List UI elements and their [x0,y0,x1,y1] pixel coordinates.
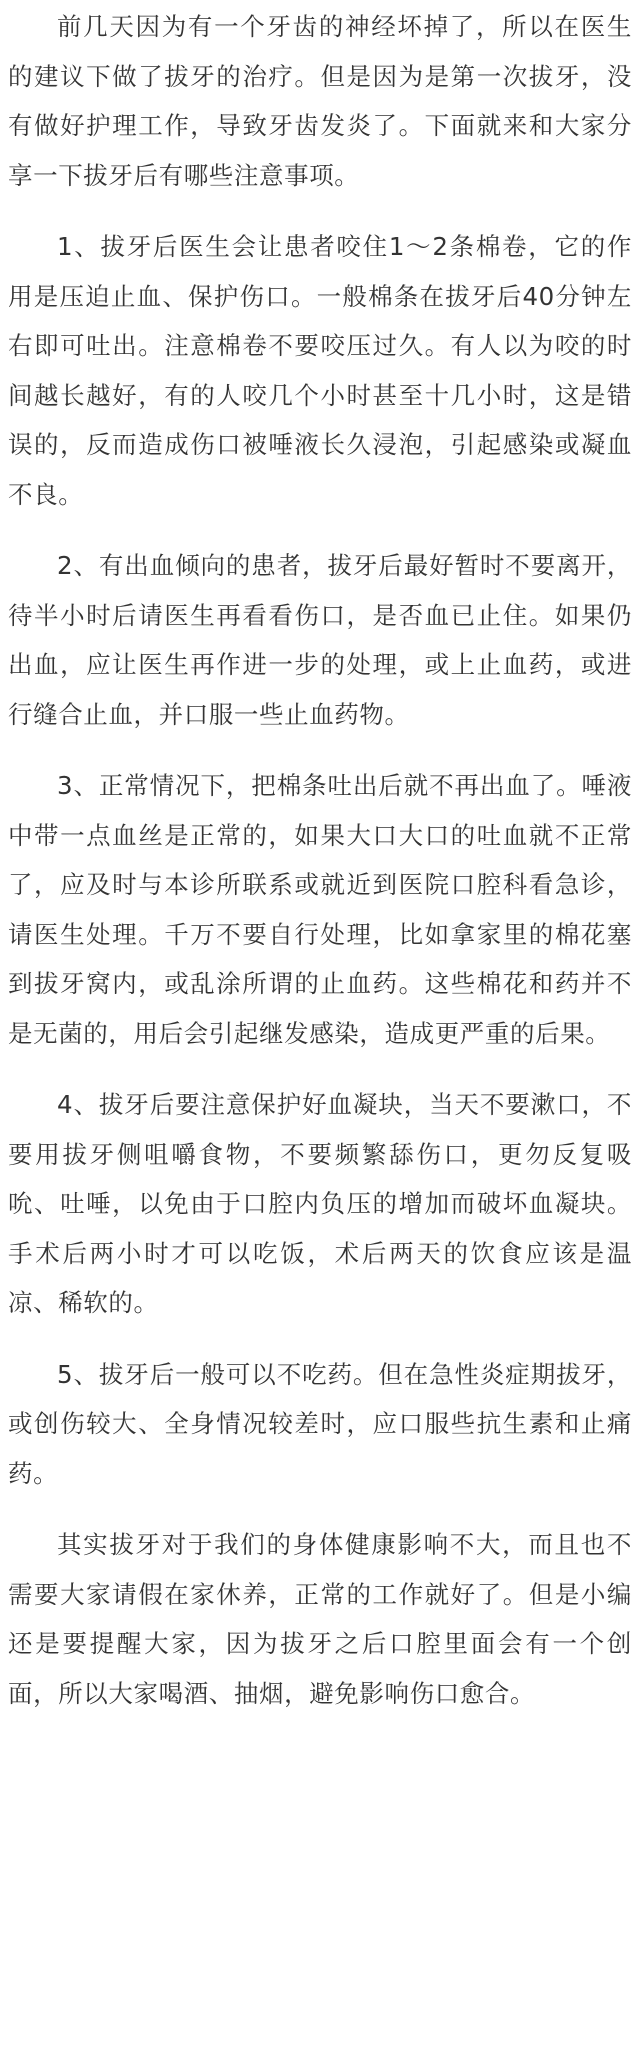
tip-3-paragraph: 3、正常情况下，把棉条吐出后就不再出血了。唾液中带一点血丝是正常的，如果大口大口的吐血就不正常了，应及时与本诊所联系或就近到医院口腔科看急诊，请医生处理。千万不要自行处理，比如拿家里的棉花塞到拔牙窝内，或乱涂所谓的止血药。这些棉花和药并不是无菌的，用后会引起继发感染，造成更严重的后果。 [8,771,632,1048]
tip-1-paragraph: 1、拔牙后医生会让患者咬住1～2条棉卷，它的作用是压迫止血、保护伤口。一般棉条在拔牙后40分钟左右即可吐出。注意棉卷不要咬压过久。有人以为咬的时间越长越好，有的人咬几个小时甚至十几小时，这是错误的，反而造成伤口被唾液长久浸泡，引起感染或凝血不良。 [8,232,632,509]
conclusion-paragraph: 其实拔牙对于我们的身体健康影响不大，而且也不需要大家请假在家休养，正常的工作就好了。但是小编还是要提醒大家，因为拔牙之后口腔里面会有一个创面，所以大家喝酒、抽烟，避免影响伤口愈合。 [8,1530,632,1708]
tip-2-paragraph: 2、有出血倾向的患者，拔牙后最好暂时不要离开，待半小时后请医生再看看伤口，是否血已止住。如果仍出血，应让医生再作进一步的处理，或上止血药，或进行缝合止血，并口服一些止血药物。 [8,551,632,729]
article-body [8,2,632,1740]
tip-4-paragraph: 4、拔牙后要注意保护好血凝块，当天不要漱口，不要用拔牙侧咀嚼食物，不要频繁舔伤口，更勿反复吸吮、吐唾，以免由于口腔内负压的增加而破坏血凝块。手术后两小时才可以吃饭，术后两天的饮食应该是温凉、稀软的。 [8,1090,632,1317]
tip-5-paragraph: 5、拔牙后一般可以不吃药。但在急性炎症期拔牙，或创伤较大、全身情况较差时，应口服些抗生素和止痛药。 [8,1359,632,1488]
intro-paragraph: 前几天因为有一个牙齿的神经坏掉了，所以在医生的建议下做了拔牙的治疗。但是因为是第一次拔牙，没有做好护理工作，导致牙齿发炎了。下面就来和大家分享一下拔牙后有哪些注意事项。 [8,12,632,190]
